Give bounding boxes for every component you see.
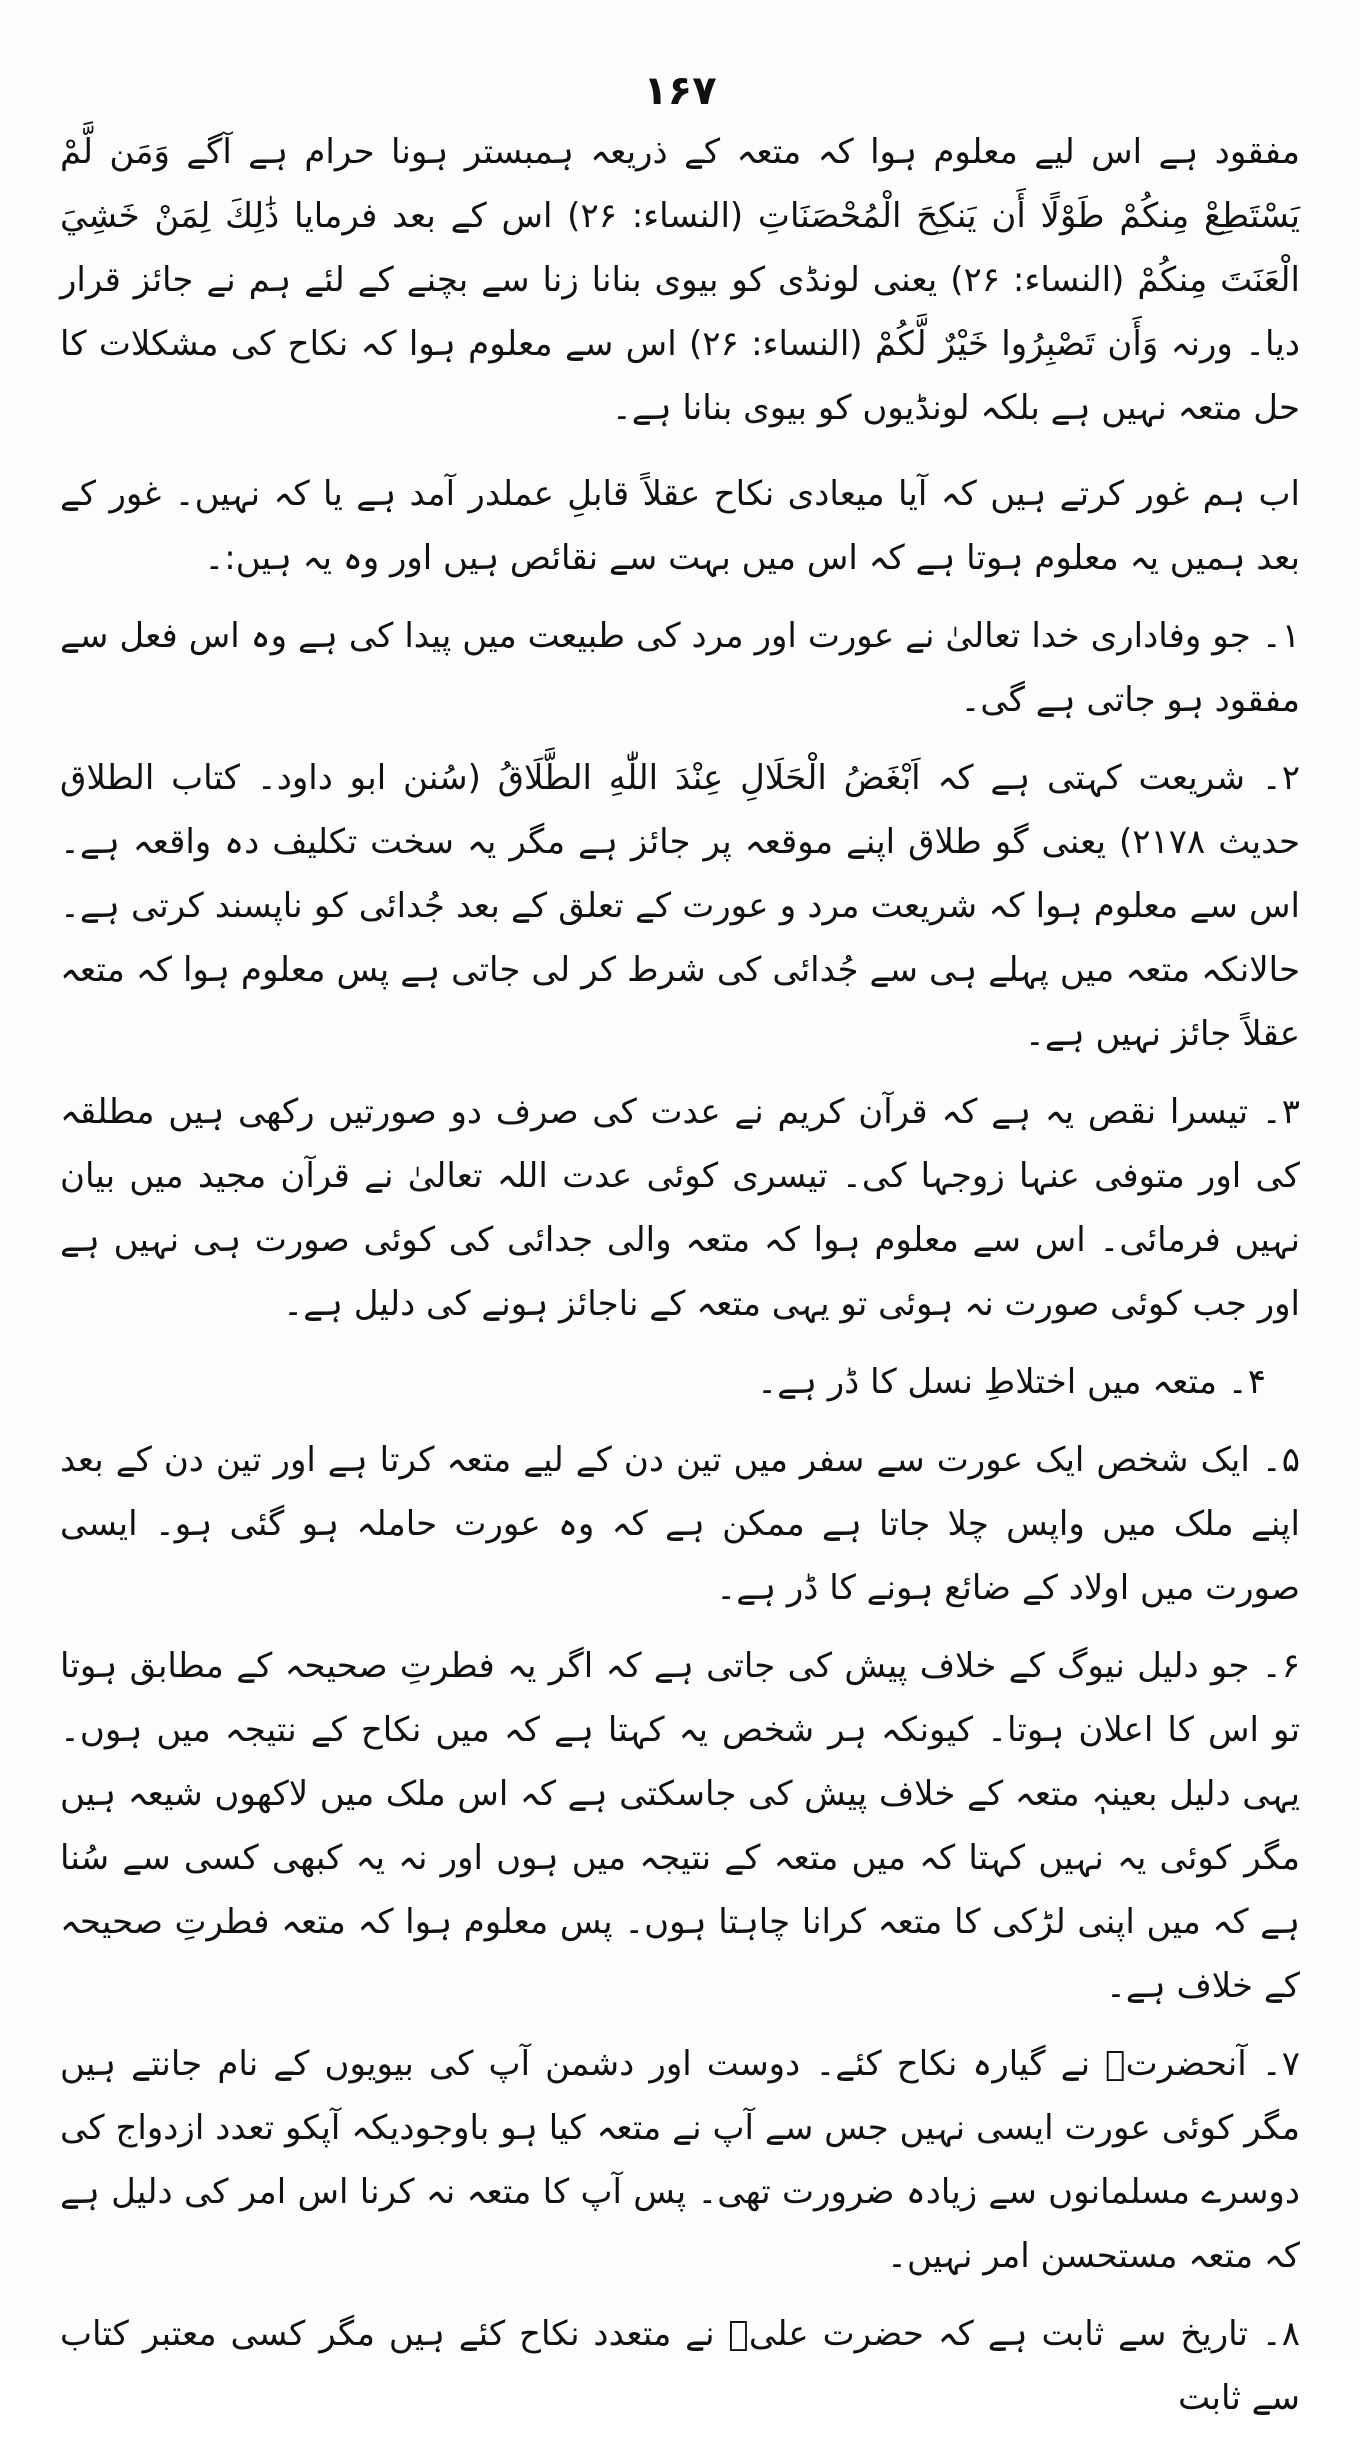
page-number: ۱۶۷ — [643, 68, 717, 114]
list-item-6: ۶۔ جو دلیل نیوگ کے خلاف پیش کی جاتی ہے کہ اگر یہ فطرتِ صحیحہ کے مطابق ہوتا تو اس کا اعلان ہوتا۔ کیونکہ ہر شخص یہ کہتا ہے کہ میں نکاح کے نتیجہ میں ہوں۔ یہی دلیل بعینہٖ متعہ کے خلاف پیش کی جاسکتی ہے کہ اس ملک میں لاکھوں شیعہ ہیں مگر کوئی یہ نہیں کہتا کہ میں متعہ کے نتیجہ میں ہوں اور نہ یہ کبھی کسی سے سُنا ہے کہ میں اپنی لڑکی کا متعہ کرانا چاہتا ہوں۔ پس معلوم ہوا کہ متعہ فطرتِ صحیحہ کے خلاف ہے۔ — [60, 1646, 1300, 2006]
list-item-2: ۲۔ شریعت کہتی ہے کہ اَبْغَضُ الْحَلَالِ عِنْدَ اللّٰهِ الطَّلَاقُ (سُنن ابو داود۔ کتاب الطلاق حدیث ۲۱۷۸) یعنی گو طلاق اپنے موقعہ پر جائز ہے مگر یہ سخت تکلیف دہ واقعہ ہے۔ اس سے معلوم ہوا کہ شریعت مرد و عورت کے تعلق کے بعد جُدائی کو ناپسند کرتی ہے۔ حالانکہ متعہ میں پہلے ہی سے جُدائی کی شرط کر لی جاتی ہے پس معلوم ہوا کہ متعہ عقلاً جائز نہیں ہے۔ — [60, 758, 1300, 1054]
list-item-4: ۴۔ متعہ میں اختلاطِ نسل کا ڈر ہے۔ — [757, 1362, 1266, 1402]
paragraph-defects-intro: اب ہم غور کرتے ہیں کہ آیا میعادی نکاح عقلاً قابلِ عملدر آمد ہے یا کہ نہیں۔ غور کے بعد ہمیں یہ معلوم ہوتا ہے کہ اس میں بہت سے نقائص ہیں اور وہ یہ ہیں:۔ — [60, 474, 1300, 578]
list-item-7: ۷۔ آنحضرتؐ نے گیارہ نکاح کئے۔ دوست اور دشمن آپ کی بیویوں کے نام جانتے ہیں مگر کوئی عورت ایسی نہیں جس سے آپ نے متعہ کیا ہو باوجودیکہ آپکو تعدد ازدواج کی دوسرے مسلمانوں سے زیادہ ضرورت تھی۔ پس آپ کا متعہ نہ کرنا اس امر کی دلیل ہے کہ متعہ مستحسن امر نہیں۔ — [60, 2044, 1300, 2276]
list-item-1: ۱۔ جو وفاداری خدا تعالیٰ نے عورت اور مرد کی طبیعت میں پیدا کی ہے وہ اس فعل سے مفقود ہو جاتی ہے گی۔ — [60, 616, 1300, 720]
list-item-3: ۳۔ تیسرا نقص یہ ہے کہ قرآن کریم نے عدت کی صرف دو صورتیں رکھی ہیں مطلقہ کی اور متوفی عنہا زوجہا کی۔ تیسری کوئی عدت اللہ تعالیٰ نے قرآن مجید میں بیان نہیں فرمائی۔ اس سے معلوم ہوا کہ متعہ والی جدائی کی کوئی صورت ہی نہیں ہے اور جب کوئی صورت نہ ہوئی تو یہی متعہ کے ناجائز ہونے کی دلیل ہے۔ — [60, 1092, 1300, 1324]
paragraph-intro-continued: مفقود ہے اس لیے معلوم ہوا کہ متعہ کے ذریعہ ہمبستر ہونا حرام ہے آگے وَمَن لَّمْ يَسْتَطِعْ مِنكُمْ طَوْلًا أَن يَنكِحَ الْمُحْصَنَاتِ (النساء: ۲۶) اس کے بعد فرمایا ذَٰلِكَ لِمَنْ خَشِيَ الْعَنَتَ مِنكُمْ (النساء: ۲۶) یعنی لونڈی کو بیوی بنانا زنا سے بچنے کے لئے ہم نے جائز قرار دیا۔ ورنہ وَأَن تَصْبِرُوا خَيْرٌ لَّكُمْ (النساء: ۲۶) اس سے معلوم ہوا کہ نکاح کی مشکلات کا حل متعہ نہیں ہے بلکہ لونڈیوں کو بیوی بنانا ہے۔ — [60, 132, 1300, 428]
page-body — [60, 120, 1300, 2444]
list-item-8: ۸۔ تاریخ سے ثابت ہے کہ حضرت علیؓ نے متعدد نکاح کئے ہیں مگر کسی معتبر کتاب سے ثابت — [60, 2314, 1300, 2418]
list-item-5: ۵۔ ایک شخص ایک عورت سے سفر میں تین دن کے لیے متعہ کرتا ہے اور تین دن کے بعد اپنے ملک میں واپس چلا جاتا ہے ممکن ہے کہ وہ عورت حاملہ ہو گئی ہو۔ ایسی صورت میں اولاد کے ضائع ہونے کا ڈر ہے۔ — [60, 1440, 1300, 1608]
